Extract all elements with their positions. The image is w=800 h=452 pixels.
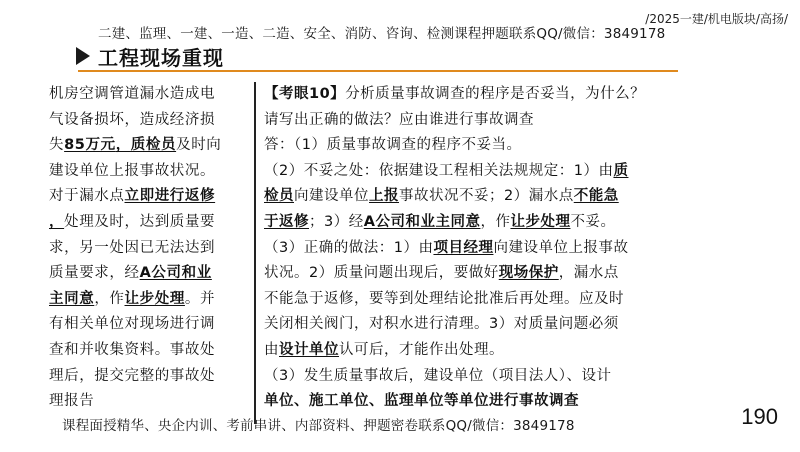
emphasis-text: ， — [49, 213, 65, 230]
column-divider — [254, 82, 256, 424]
emphasis-text: A公司和业主同意 — [363, 213, 481, 230]
text-line — [49, 236, 249, 262]
emphasis-text: ，质检员 — [115, 137, 177, 154]
text-line — [49, 210, 249, 236]
text-segment: （2）不妥之处：依据建设工程相关法规规定：1）由 — [264, 162, 614, 179]
text-segment: 处理及时，达到质量要 — [64, 213, 216, 230]
text-segment: 认可后，才能作出处理。 — [339, 341, 504, 358]
text-segment: 答：（1）质量事故调查的程序不妥当。 — [264, 137, 522, 154]
text-segment: ，漏水点 — [558, 265, 619, 282]
text-segment: ，作 — [480, 213, 511, 230]
emphasis-text: 85万元 — [64, 137, 116, 154]
footer-banner: 课程面授精华、央企内训、考前串讲、内部资料、押题密卷联系QQ/微信：3849178 — [62, 418, 575, 434]
text-segment: 事故状况不妥；2）漏水点 — [399, 188, 574, 205]
section-title: 工程现场重现 — [98, 45, 224, 70]
text-segment: 查和并收集资料。事故处 — [49, 341, 216, 358]
section-title-row — [76, 42, 224, 70]
emphasis-text: 【考眼10】 — [264, 86, 346, 102]
text-line — [49, 184, 249, 210]
text-line — [264, 108, 744, 134]
text-line — [49, 133, 249, 159]
emphasis-text: 质 — [613, 162, 629, 179]
text-segment: 由 — [264, 341, 279, 358]
text-segment: ；3）经 — [309, 213, 364, 230]
text-line — [264, 236, 744, 262]
text-segment: 状况。2）质量问题出现后，要做好 — [264, 265, 499, 282]
text-line — [49, 364, 249, 390]
text-segment: 机房空调管道漏水造成电 — [49, 86, 216, 102]
text-line — [264, 133, 744, 159]
text-segment: 及时向 — [176, 137, 222, 154]
triangle-arrow-icon — [76, 47, 90, 65]
emphasis-text: 立即进行返修 — [124, 188, 216, 205]
text-segment: （3）发生质量事故后，建设单位（项目法人）、设计 — [264, 367, 612, 384]
text-line — [264, 364, 744, 390]
text-line — [264, 287, 744, 313]
text-segment: ，作 — [94, 290, 125, 307]
emphasis-text: 单位、施工单位、监理单位等单位进行事故调查 — [264, 393, 579, 410]
text-segment: （3）正确的做法：1）由 — [264, 239, 434, 256]
text-segment: 请写出正确的做法？应由谁进行事故调查 — [264, 111, 534, 128]
text-segment: 向建设单位上报事故 — [493, 239, 629, 256]
series-tag: /2025一建/机电版块/高扬/ — [645, 12, 788, 26]
text-segment: 。并 — [184, 290, 216, 307]
text-segment: 理后，提交完整的事故处 — [49, 367, 216, 384]
text-line — [49, 261, 249, 287]
emphasis-text: 不能急 — [573, 188, 619, 205]
emphasis-text: 于返修 — [264, 213, 309, 230]
text-line — [264, 159, 744, 185]
text-line — [49, 159, 249, 185]
text-segment: 关闭相关阀门，对积水进行清理。3）对质量问题必须 — [264, 316, 619, 333]
text-segment: 不能急于返修，要等到处理结论批准后再处理。应及时 — [264, 290, 624, 307]
text-line — [49, 108, 249, 134]
question-answer — [264, 82, 744, 415]
case-description — [49, 82, 249, 415]
title-underline — [78, 70, 678, 72]
text-segment: 不妥。 — [570, 213, 616, 230]
text-segment: 分析质量事故调查的程序是否妥当，为什么？ — [345, 86, 646, 102]
text-line — [49, 82, 249, 108]
text-line — [264, 210, 744, 236]
text-line — [264, 389, 744, 415]
emphasis-text: 让步处理 — [510, 213, 571, 230]
text-segment: 向建设单位 — [294, 188, 369, 205]
text-segment: 气设备损坏，造成经济损 — [49, 111, 216, 128]
text-line — [49, 338, 249, 364]
top-banner: 二建、监理、一建、一造、二造、安全、消防、咨询、检测课程押题联系QQ/微信：3849178 — [98, 26, 666, 42]
text-segment: 理报告 — [49, 393, 95, 410]
text-line — [264, 261, 744, 287]
emphasis-text: 项目经理 — [433, 239, 494, 256]
text-segment: 有相关单位对现场进行调 — [49, 316, 216, 333]
emphasis-text: 上报 — [369, 188, 399, 205]
emphasis-text: 设计单位 — [279, 341, 339, 358]
emphasis-text: 让步处理 — [124, 290, 185, 307]
text-line — [264, 338, 744, 364]
text-line — [264, 82, 744, 108]
text-line — [49, 287, 249, 313]
text-segment: 质量要求，经 — [49, 265, 140, 282]
text-segment: 求，另一处因已无法达到 — [49, 239, 216, 256]
page-number: 190 — [741, 404, 778, 429]
text-line — [264, 312, 744, 338]
text-line — [264, 184, 744, 210]
text-segment: 对于漏水点 — [49, 188, 125, 205]
text-segment: 建设单位上报事故状况。 — [49, 162, 216, 179]
emphasis-text: 主同意 — [49, 290, 95, 307]
text-line — [49, 389, 249, 415]
emphasis-text: 现场保护 — [498, 265, 559, 282]
text-segment: 失 — [49, 137, 65, 154]
text-line — [49, 312, 249, 338]
emphasis-text: 检员 — [264, 188, 294, 205]
emphasis-text: A公司和业 — [139, 265, 212, 282]
